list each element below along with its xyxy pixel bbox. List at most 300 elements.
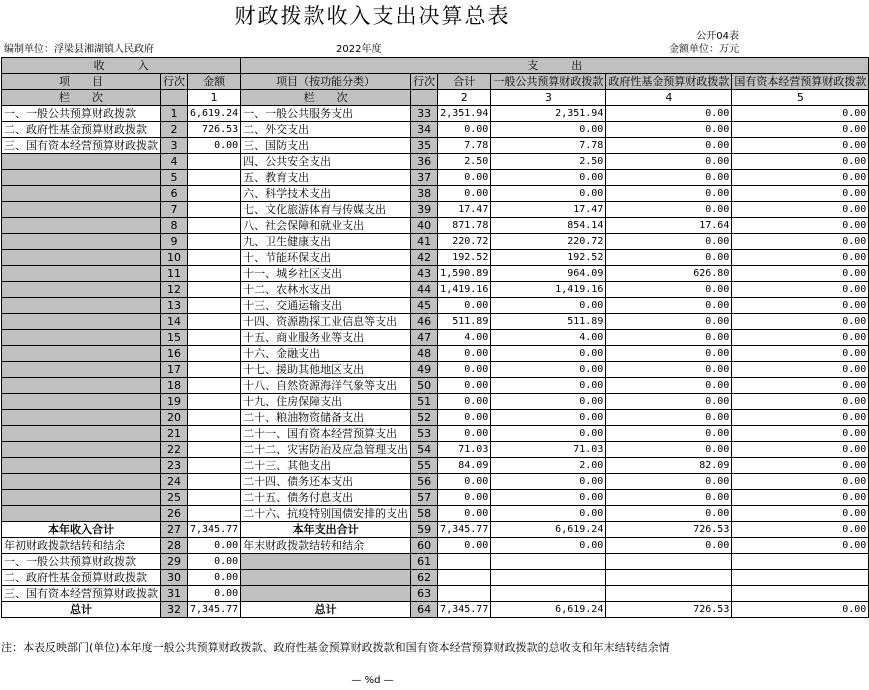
expense-total-cell: 220.72 bbox=[438, 234, 491, 250]
expense-fund-cell: 0.00 bbox=[606, 314, 732, 330]
expense-row-no-cell: 34 bbox=[411, 122, 438, 138]
income-amount-cell bbox=[188, 298, 241, 314]
expense-general-cell: 7.78 bbox=[491, 138, 606, 154]
expense-state-cell: 0.00 bbox=[732, 186, 869, 202]
expense-row-no-cell: 43 bbox=[411, 266, 438, 282]
expense-row-no-cell: 48 bbox=[411, 346, 438, 362]
expense-state-cell: 0.00 bbox=[732, 362, 869, 378]
expense-item-cell: 十三、交通运输支出 bbox=[241, 298, 411, 314]
expense-state-cell: 0.00 bbox=[732, 394, 869, 410]
expense-row-no-cell: 58 bbox=[411, 506, 438, 522]
income-amount-cell: 0.00 bbox=[188, 138, 241, 154]
income-item-cell bbox=[2, 218, 161, 234]
unit-label: 编制单位：浮梁县湘湖镇人民政府 bbox=[4, 44, 154, 55]
expense-fund-cell: 0.00 bbox=[606, 170, 732, 186]
expense-item-cell: 七、文化旅游体育与传媒支出 bbox=[241, 202, 411, 218]
form-code: 公开04表 bbox=[696, 31, 739, 42]
income-amount-cell bbox=[188, 426, 241, 442]
expense-total-cell: 0.00 bbox=[438, 170, 491, 186]
expense-state-cell: 0.00 bbox=[732, 490, 869, 506]
expense-general-cell: 0.00 bbox=[491, 346, 606, 362]
expense-state-cell bbox=[732, 570, 869, 586]
income-item-cell bbox=[2, 490, 161, 506]
table-row bbox=[2, 330, 869, 346]
expense-fund-cell: 0.00 bbox=[606, 442, 732, 458]
income-item-cell bbox=[2, 474, 161, 490]
expense-general-cell: 0.00 bbox=[491, 298, 606, 314]
income-amount-cell: 0.00 bbox=[188, 586, 241, 602]
expense-fund-cell: 0.00 bbox=[606, 394, 732, 410]
table-note: 注：本表反映部门(单位)本年度一般公共预算财政拨款、政府性基金预算财政拨款和国有资本经营预算财政拨款的总收支和年末结转结余情 bbox=[1, 641, 670, 654]
table-row bbox=[2, 378, 869, 394]
expense-fund-cell bbox=[606, 554, 732, 570]
income-amount-cell bbox=[188, 490, 241, 506]
income-amount-cell bbox=[188, 442, 241, 458]
expense-item-cell: 二十五、债务付息支出 bbox=[241, 490, 411, 506]
income-amount-cell: 7,345.77 bbox=[188, 522, 241, 538]
income-row-no-cell: 6 bbox=[161, 186, 188, 202]
expense-row-no-cell: 63 bbox=[411, 586, 438, 602]
expense-general-cell: 1,419.16 bbox=[491, 282, 606, 298]
column-label: 栏 次 bbox=[241, 90, 411, 106]
income-row-no-cell: 3 bbox=[161, 138, 188, 154]
table-row bbox=[2, 218, 869, 234]
expense-row-no-cell: 46 bbox=[411, 314, 438, 330]
table-row bbox=[2, 394, 869, 410]
expense-item-cell: 八、社会保障和就业支出 bbox=[241, 218, 411, 234]
expense-row-no-cell: 39 bbox=[411, 202, 438, 218]
income-amount-cell: 0.00 bbox=[188, 570, 241, 586]
expense-fund-cell: 0.00 bbox=[606, 106, 732, 122]
expense-fund-cell: 0.00 bbox=[606, 426, 732, 442]
table-row bbox=[2, 250, 869, 266]
income-item-cell: 三、国有资本经营预算财政拨款 bbox=[2, 138, 161, 154]
expense-state-cell bbox=[732, 586, 869, 602]
income-amount-cell: 0.00 bbox=[188, 538, 241, 554]
table-body bbox=[2, 58, 869, 618]
income-amount-cell: 0.00 bbox=[188, 554, 241, 570]
expense-general-cell: 0.00 bbox=[491, 122, 606, 138]
income-amount-cell bbox=[188, 410, 241, 426]
table-row bbox=[2, 314, 869, 330]
expense-state-cell: 0.00 bbox=[732, 266, 869, 282]
expense-item-cell: 十九、住房保障支出 bbox=[241, 394, 411, 410]
income-row-no-cell: 12 bbox=[161, 282, 188, 298]
expense-item-cell: 十四、资源勘探工业信息等支出 bbox=[241, 314, 411, 330]
income-row-no-cell: 21 bbox=[161, 426, 188, 442]
col-header-amount: 金额 bbox=[188, 74, 241, 90]
page-footer: — %d — bbox=[351, 675, 394, 686]
expense-total-cell: 0.00 bbox=[438, 346, 491, 362]
expense-total-cell: 4.00 bbox=[438, 330, 491, 346]
expense-row-no-cell: 44 bbox=[411, 282, 438, 298]
income-amount-cell: 726.53 bbox=[188, 122, 241, 138]
income-row-no-cell: 20 bbox=[161, 410, 188, 426]
expense-state-cell: 0.00 bbox=[732, 234, 869, 250]
income-amount-cell bbox=[188, 394, 241, 410]
expense-general-cell: 0.00 bbox=[491, 186, 606, 202]
expense-fund-cell: 726.53 bbox=[606, 522, 732, 538]
expense-fund-cell: 0.00 bbox=[606, 410, 732, 426]
expense-item-cell: 十八、自然资源海洋气象等支出 bbox=[241, 378, 411, 394]
expense-state-cell: 0.00 bbox=[732, 106, 869, 122]
expense-general-cell: 964.09 bbox=[491, 266, 606, 282]
expense-fund-cell: 0.00 bbox=[606, 138, 732, 154]
income-row-no-cell: 25 bbox=[161, 490, 188, 506]
expense-row-no-cell: 56 bbox=[411, 474, 438, 490]
income-item-cell bbox=[2, 346, 161, 362]
table-row bbox=[2, 538, 869, 554]
income-item-cell bbox=[2, 362, 161, 378]
col-header-state: 国有资本经营预算财政拨款 bbox=[732, 74, 869, 90]
expense-fund-cell: 0.00 bbox=[606, 490, 732, 506]
expense-row-no-cell: 61 bbox=[411, 554, 438, 570]
expense-total-cell: 0.00 bbox=[438, 186, 491, 202]
expense-total-cell: 1,590.89 bbox=[438, 266, 491, 282]
income-row-no-cell: 29 bbox=[161, 554, 188, 570]
expense-row-no-cell: 41 bbox=[411, 234, 438, 250]
expense-state-cell: 0.00 bbox=[732, 218, 869, 234]
expense-fund-cell bbox=[606, 586, 732, 602]
table-row bbox=[2, 282, 869, 298]
expense-state-cell: 0.00 bbox=[732, 458, 869, 474]
expense-fund-cell bbox=[606, 570, 732, 586]
expense-total-cell: 192.52 bbox=[438, 250, 491, 266]
income-row-no-cell: 18 bbox=[161, 378, 188, 394]
expense-row-no-cell: 60 bbox=[411, 538, 438, 554]
col-header-row-no: 行次 bbox=[411, 74, 438, 90]
col-number: 1 bbox=[188, 90, 241, 106]
table-row bbox=[2, 202, 869, 218]
income-amount-cell: 6,619.24 bbox=[188, 106, 241, 122]
income-item-cell bbox=[2, 314, 161, 330]
table-row bbox=[2, 346, 869, 362]
income-row-no-cell: 16 bbox=[161, 346, 188, 362]
expense-total-cell: 511.89 bbox=[438, 314, 491, 330]
expense-fund-cell: 0.00 bbox=[606, 186, 732, 202]
expense-general-cell bbox=[491, 586, 606, 602]
expense-row-no-cell: 49 bbox=[411, 362, 438, 378]
col-header-fund: 政府性基金预算财政拨款 bbox=[606, 74, 732, 90]
expense-total-cell: 0.00 bbox=[438, 298, 491, 314]
income-amount-cell bbox=[188, 330, 241, 346]
expense-row-no-cell: 36 bbox=[411, 154, 438, 170]
income-row-no-cell: 2 bbox=[161, 122, 188, 138]
table-row bbox=[2, 138, 869, 154]
expense-state-cell: 0.00 bbox=[732, 282, 869, 298]
expense-state-cell: 0.00 bbox=[732, 202, 869, 218]
income-row-no-cell: 5 bbox=[161, 170, 188, 186]
income-row-no-cell: 26 bbox=[161, 506, 188, 522]
expense-total-cell: 0.00 bbox=[438, 474, 491, 490]
expense-section-header: 支 出 bbox=[241, 58, 869, 74]
income-item-cell bbox=[2, 394, 161, 410]
col-header-general: 一般公共预算财政拨款 bbox=[491, 74, 606, 90]
col-number: 4 bbox=[606, 90, 732, 106]
income-row-no-cell: 9 bbox=[161, 234, 188, 250]
table-row bbox=[2, 122, 869, 138]
expense-row-no-cell: 51 bbox=[411, 394, 438, 410]
expense-general-cell: 0.00 bbox=[491, 394, 606, 410]
table-row bbox=[2, 298, 869, 314]
income-row-no-cell: 15 bbox=[161, 330, 188, 346]
table-row bbox=[2, 170, 869, 186]
expense-state-cell: 0.00 bbox=[732, 602, 869, 618]
expense-row-no-cell: 38 bbox=[411, 186, 438, 202]
report-title: 财政拨款收入支出决算总表 bbox=[234, 4, 511, 28]
expense-row-no-cell: 50 bbox=[411, 378, 438, 394]
expense-total-cell: 0.00 bbox=[438, 506, 491, 522]
expense-state-cell: 0.00 bbox=[732, 138, 869, 154]
table-row bbox=[2, 234, 869, 250]
expense-general-cell: 0.00 bbox=[491, 490, 606, 506]
expense-row-no-cell: 59 bbox=[411, 522, 438, 538]
expense-item-cell bbox=[241, 554, 411, 570]
table-row bbox=[2, 362, 869, 378]
income-amount-cell bbox=[188, 378, 241, 394]
income-row-no-cell: 13 bbox=[161, 298, 188, 314]
expense-state-cell: 0.00 bbox=[732, 522, 869, 538]
income-item-cell: 二、政府性基金预算财政拨款 bbox=[2, 570, 161, 586]
income-item-cell bbox=[2, 266, 161, 282]
income-row-no-cell: 22 bbox=[161, 442, 188, 458]
empty-cell bbox=[161, 90, 188, 106]
table-row bbox=[2, 186, 869, 202]
income-row-no-cell: 31 bbox=[161, 586, 188, 602]
expense-state-cell: 0.00 bbox=[732, 170, 869, 186]
income-row-no-cell: 8 bbox=[161, 218, 188, 234]
income-item-cell bbox=[2, 410, 161, 426]
expense-item-cell: 二十二、灾害防治及应急管理支出 bbox=[241, 442, 411, 458]
expense-fund-cell: 0.00 bbox=[606, 538, 732, 554]
income-item-cell: 本年收入合计 bbox=[2, 522, 161, 538]
expense-item-cell: 十七、援助其他地区支出 bbox=[241, 362, 411, 378]
income-item-cell bbox=[2, 202, 161, 218]
expense-general-cell: 2.50 bbox=[491, 154, 606, 170]
expense-total-cell: 1,419.16 bbox=[438, 282, 491, 298]
expense-total-cell: 0.00 bbox=[438, 378, 491, 394]
expense-item-cell: 年末财政拨款结转和结余 bbox=[241, 538, 411, 554]
income-row-no-cell: 19 bbox=[161, 394, 188, 410]
income-item-cell bbox=[2, 378, 161, 394]
expense-general-cell: 0.00 bbox=[491, 506, 606, 522]
expense-total-cell: 0.00 bbox=[438, 426, 491, 442]
expense-row-no-cell: 62 bbox=[411, 570, 438, 586]
expense-state-cell: 0.00 bbox=[732, 538, 869, 554]
amount-unit: 金额单位：万元 bbox=[669, 44, 739, 55]
expense-total-cell: 871.78 bbox=[438, 218, 491, 234]
expense-row-no-cell: 40 bbox=[411, 218, 438, 234]
income-amount-cell bbox=[188, 250, 241, 266]
table-row bbox=[2, 554, 869, 570]
expense-state-cell: 0.00 bbox=[732, 314, 869, 330]
table-row bbox=[2, 586, 869, 602]
expense-item-cell: 五、教育支出 bbox=[241, 170, 411, 186]
col-number: 3 bbox=[491, 90, 606, 106]
income-section-header: 收 入 bbox=[2, 58, 241, 74]
income-item-cell bbox=[2, 234, 161, 250]
income-amount-cell bbox=[188, 346, 241, 362]
report-year: 2022年度 bbox=[336, 44, 382, 55]
income-row-no-cell: 14 bbox=[161, 314, 188, 330]
budget-table bbox=[1, 57, 869, 618]
expense-total-cell: 0.00 bbox=[438, 362, 491, 378]
expense-state-cell: 0.00 bbox=[732, 298, 869, 314]
expense-general-cell: 220.72 bbox=[491, 234, 606, 250]
income-row-no-cell: 32 bbox=[161, 602, 188, 618]
expense-fund-cell: 626.80 bbox=[606, 266, 732, 282]
expense-total-cell: 7.78 bbox=[438, 138, 491, 154]
expense-state-cell: 0.00 bbox=[732, 346, 869, 362]
expense-item-cell: 总计 bbox=[241, 602, 411, 618]
table-row bbox=[2, 506, 869, 522]
expense-item-cell: 二十、粮油物资储备支出 bbox=[241, 410, 411, 426]
income-item-cell bbox=[2, 282, 161, 298]
expense-general-cell: 854.14 bbox=[491, 218, 606, 234]
expense-row-no-cell: 33 bbox=[411, 106, 438, 122]
income-item-cell: 一、一般公共预算财政拨款 bbox=[2, 554, 161, 570]
income-row-no-cell: 7 bbox=[161, 202, 188, 218]
income-amount-cell bbox=[188, 170, 241, 186]
expense-item-cell: 本年支出合计 bbox=[241, 522, 411, 538]
income-amount-cell bbox=[188, 362, 241, 378]
expense-fund-cell: 0.00 bbox=[606, 362, 732, 378]
income-amount-cell bbox=[188, 314, 241, 330]
col-number: 5 bbox=[732, 90, 869, 106]
expense-fund-cell: 0.00 bbox=[606, 250, 732, 266]
expense-row-no-cell: 64 bbox=[411, 602, 438, 618]
expense-row-no-cell: 35 bbox=[411, 138, 438, 154]
table-row bbox=[2, 106, 869, 122]
expense-item-cell: 十一、城乡社区支出 bbox=[241, 266, 411, 282]
expense-total-cell: 0.00 bbox=[438, 394, 491, 410]
expense-general-cell: 0.00 bbox=[491, 474, 606, 490]
income-item-cell bbox=[2, 186, 161, 202]
income-amount-cell bbox=[188, 218, 241, 234]
income-item-cell bbox=[2, 154, 161, 170]
col-header-item: 项 目 bbox=[2, 74, 161, 90]
expense-fund-cell: 0.00 bbox=[606, 346, 732, 362]
income-row-no-cell: 11 bbox=[161, 266, 188, 282]
expense-state-cell: 0.00 bbox=[732, 378, 869, 394]
income-amount-cell bbox=[188, 186, 241, 202]
expense-total-cell: 2,351.94 bbox=[438, 106, 491, 122]
expense-fund-cell: 0.00 bbox=[606, 154, 732, 170]
expense-general-cell: 192.52 bbox=[491, 250, 606, 266]
expense-item-cell: 二十三、其他支出 bbox=[241, 458, 411, 474]
income-row-no-cell: 23 bbox=[161, 458, 188, 474]
expense-general-cell: 0.00 bbox=[491, 378, 606, 394]
expense-total-cell: 0.00 bbox=[438, 122, 491, 138]
income-amount-cell bbox=[188, 202, 241, 218]
expense-general-cell: 2.00 bbox=[491, 458, 606, 474]
expense-state-cell: 0.00 bbox=[732, 250, 869, 266]
expense-item-cell: 二十一、国有资本经营预算支出 bbox=[241, 426, 411, 442]
expense-state-cell bbox=[732, 554, 869, 570]
expense-general-cell bbox=[491, 570, 606, 586]
income-row-no-cell: 28 bbox=[161, 538, 188, 554]
expense-total-cell: 71.03 bbox=[438, 442, 491, 458]
expense-item-cell: 十六、金融支出 bbox=[241, 346, 411, 362]
col-header-total: 合计 bbox=[438, 74, 491, 90]
expense-state-cell: 0.00 bbox=[732, 122, 869, 138]
expense-total-cell: 0.00 bbox=[438, 538, 491, 554]
income-item-cell bbox=[2, 458, 161, 474]
expense-general-cell bbox=[491, 554, 606, 570]
income-amount-cell bbox=[188, 282, 241, 298]
expense-item-cell: 二、外交支出 bbox=[241, 122, 411, 138]
income-row-no-cell: 17 bbox=[161, 362, 188, 378]
income-item-cell: 年初财政拨款结转和结余 bbox=[2, 538, 161, 554]
expense-fund-cell: 17.64 bbox=[606, 218, 732, 234]
expense-item-cell: 十五、商业服务业等支出 bbox=[241, 330, 411, 346]
expense-total-cell bbox=[438, 586, 491, 602]
expense-state-cell: 0.00 bbox=[732, 442, 869, 458]
table-row bbox=[2, 522, 869, 538]
expense-general-cell: 0.00 bbox=[491, 538, 606, 554]
income-item-cell bbox=[2, 250, 161, 266]
expense-fund-cell: 0.00 bbox=[606, 378, 732, 394]
income-item-cell: 总计 bbox=[2, 602, 161, 618]
income-amount-cell bbox=[188, 506, 241, 522]
expense-row-no-cell: 42 bbox=[411, 250, 438, 266]
expense-fund-cell: 0.00 bbox=[606, 330, 732, 346]
income-item-cell bbox=[2, 442, 161, 458]
expense-fund-cell: 0.00 bbox=[606, 474, 732, 490]
expense-general-cell: 71.03 bbox=[491, 442, 606, 458]
expense-total-cell bbox=[438, 570, 491, 586]
expense-state-cell: 0.00 bbox=[732, 330, 869, 346]
income-amount-cell bbox=[188, 474, 241, 490]
col-header-row-no: 行次 bbox=[161, 74, 188, 90]
income-item-cell bbox=[2, 426, 161, 442]
expense-fund-cell: 726.53 bbox=[606, 602, 732, 618]
income-item-cell bbox=[2, 506, 161, 522]
income-amount-cell bbox=[188, 234, 241, 250]
income-amount-cell bbox=[188, 458, 241, 474]
expense-general-cell: 4.00 bbox=[491, 330, 606, 346]
expense-total-cell: 84.09 bbox=[438, 458, 491, 474]
expense-row-no-cell: 37 bbox=[411, 170, 438, 186]
expense-item-cell: 二十六、抗疫特别国债安排的支出 bbox=[241, 506, 411, 522]
expense-general-cell: 0.00 bbox=[491, 170, 606, 186]
expense-total-cell: 2.50 bbox=[438, 154, 491, 170]
expense-state-cell: 0.00 bbox=[732, 426, 869, 442]
expense-item-cell: 四、公共安全支出 bbox=[241, 154, 411, 170]
empty-cell bbox=[411, 90, 438, 106]
expense-item-cell: 十二、农林水支出 bbox=[241, 282, 411, 298]
table-row bbox=[2, 570, 869, 586]
expense-general-cell: 0.00 bbox=[491, 426, 606, 442]
income-row-no-cell: 1 bbox=[161, 106, 188, 122]
expense-fund-cell: 0.00 bbox=[606, 122, 732, 138]
expense-fund-cell: 0.00 bbox=[606, 202, 732, 218]
expense-general-cell: 0.00 bbox=[491, 362, 606, 378]
expense-general-cell: 2,351.94 bbox=[491, 106, 606, 122]
expense-general-cell: 6,619.24 bbox=[491, 522, 606, 538]
expense-total-cell bbox=[438, 554, 491, 570]
expense-total-cell: 17.47 bbox=[438, 202, 491, 218]
expense-row-no-cell: 45 bbox=[411, 298, 438, 314]
expense-item-cell: 一、一般公共服务支出 bbox=[241, 106, 411, 122]
expense-total-cell: 0.00 bbox=[438, 490, 491, 506]
expense-general-cell: 511.89 bbox=[491, 314, 606, 330]
table-row bbox=[2, 442, 869, 458]
expense-item-cell: 十、节能环保支出 bbox=[241, 250, 411, 266]
income-item-cell bbox=[2, 330, 161, 346]
col-header-func-item: 项目（按功能分类） bbox=[241, 74, 411, 90]
income-row-no-cell: 27 bbox=[161, 522, 188, 538]
